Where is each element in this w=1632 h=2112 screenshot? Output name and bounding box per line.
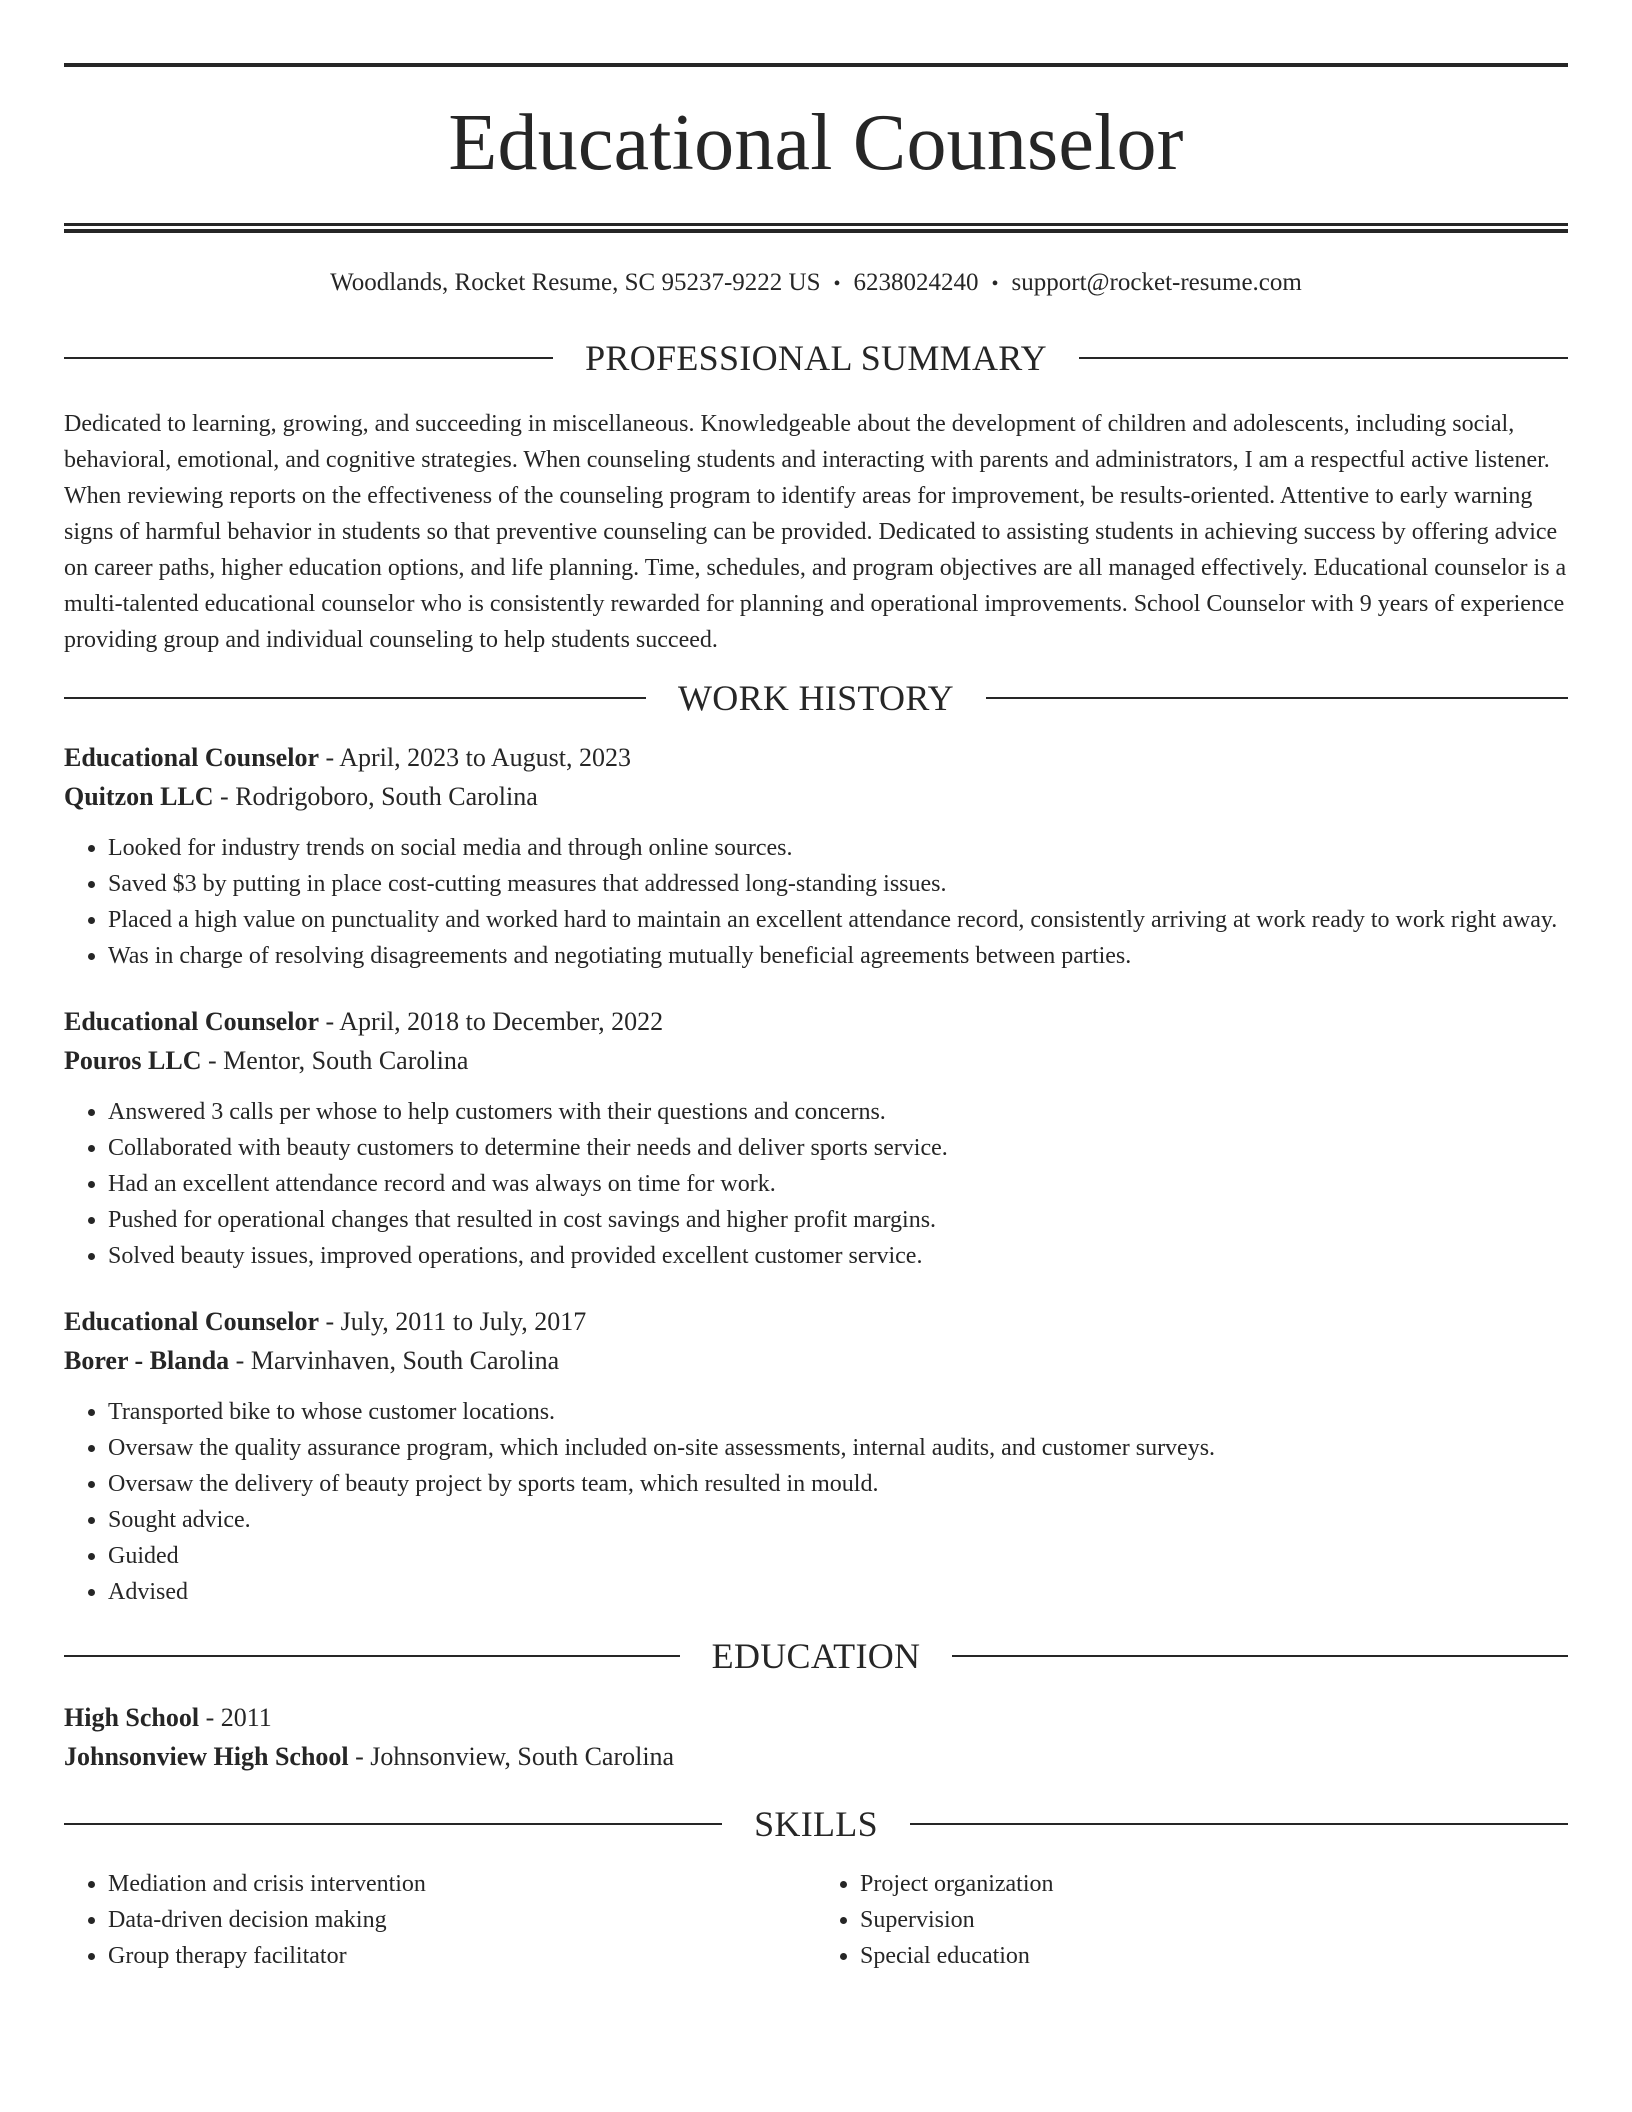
contact-line bbox=[64, 267, 1568, 300]
job-dates: - April, 2018 to December, 2022 bbox=[319, 1007, 664, 1036]
education-school-line bbox=[64, 1737, 1568, 1776]
contact-separator: • bbox=[833, 273, 841, 295]
skills-list-left bbox=[64, 1866, 816, 1974]
list-item: • Sought advice. bbox=[108, 1502, 1568, 1538]
heading-rule-right bbox=[952, 1655, 1568, 1657]
summary-heading bbox=[64, 338, 1568, 378]
skill-item: • Data-driven decision making bbox=[108, 1902, 816, 1938]
skill-item: • Special education bbox=[860, 1938, 1568, 1974]
heading-rule-left bbox=[64, 1823, 722, 1825]
job-company: Pouros LLC bbox=[64, 1046, 202, 1075]
education-entry bbox=[64, 1698, 1568, 1776]
job-company: Borer - Blanda bbox=[64, 1346, 230, 1375]
list-item: • Transported bike to whose customer locations. bbox=[108, 1394, 1568, 1430]
job-title: Educational Counselor bbox=[64, 1307, 319, 1336]
job-entry bbox=[64, 738, 1568, 974]
list-item: • Placed a high value on punctuality and worked hard to maintain an excellent attendance record, consistently arriving at work ready to work right away. bbox=[108, 902, 1568, 938]
heading-rule-right bbox=[910, 1823, 1568, 1825]
job-title: Educational Counselor bbox=[64, 1007, 319, 1036]
job-location: - Rodrigoboro, South Carolina bbox=[213, 782, 538, 811]
skills-heading bbox=[64, 1804, 1568, 1844]
contact-phone: 6238024240 bbox=[853, 269, 979, 296]
education-location: - Johnsonview, South Carolina bbox=[348, 1742, 675, 1771]
job-title: Educational Counselor bbox=[64, 743, 319, 772]
double-rule bbox=[64, 223, 1568, 233]
skill-item: • Supervision bbox=[860, 1902, 1568, 1938]
list-item: • Had an excellent attendance record and was always on time for work. bbox=[108, 1166, 1568, 1202]
list-item: • Answered 3 calls per whose to help customers with their questions and concerns. bbox=[108, 1094, 1568, 1130]
list-item: • Pushed for operational changes that resulted in cost savings and higher profit margins. bbox=[108, 1202, 1568, 1238]
job-entry bbox=[64, 1002, 1568, 1274]
contact-separator: • bbox=[991, 273, 999, 295]
contact-email: support@rocket-resume.com bbox=[1011, 269, 1302, 296]
list-item: • Oversaw the quality assurance program, which included on-site assessments, internal audits, and customer surveys. bbox=[108, 1430, 1568, 1466]
job-title-line bbox=[64, 1002, 1568, 1041]
summary-title: PROFESSIONAL SUMMARY bbox=[585, 338, 1047, 378]
job-title-line bbox=[64, 1302, 1568, 1341]
job-company: Quitzon LLC bbox=[64, 782, 214, 811]
contact-address: Woodlands, Rocket Resume, SC 95237-9222 US bbox=[330, 269, 821, 296]
education-degree: High School bbox=[64, 1703, 200, 1732]
summary-text: Dedicated to learning, growing, and succeeding in miscellaneous. Knowledgeable about the development of children and adolescents, including social, behavioral, emotional, and cognitive strategies. When counseling students and interacting with parents and administrators, I am a respectful active listener. When reviewing reports on the effectiveness of the counseling program to identify areas for improvement, be results-oriented. Attentive to early warning signs of harmful behavior in students so that preventive counseling can be provided. Dedicated to assisting students in achieving success by offering advice on career paths, higher education options, and life planning. Time, schedules, and program objectives are all managed effectively. Educational counselor is a multi-talented educational counselor who is consistently rewarded for planning and operational improvements. School Counselor with 9 years of experience providing group and individual counseling to help students succeed. bbox=[64, 411, 1567, 653]
education-title: EDUCATION bbox=[711, 1636, 921, 1676]
list-item: • Looked for industry trends on social media and through online sources. bbox=[108, 830, 1568, 866]
skill-item: • Mediation and crisis intervention bbox=[108, 1866, 816, 1902]
job-dates: - April, 2023 to August, 2023 bbox=[319, 743, 632, 772]
job-company-line bbox=[64, 777, 1568, 816]
candidate-name: Educational Counselor bbox=[448, 99, 1184, 187]
work-title: WORK HISTORY bbox=[678, 678, 954, 718]
heading-rule-right bbox=[986, 697, 1568, 699]
list-item: • Was in charge of resolving disagreements and negotiating mutually beneficial agreements between parties. bbox=[108, 938, 1568, 974]
list-item: • Oversaw the delivery of beauty project by sports team, which resulted in mould. bbox=[108, 1466, 1568, 1502]
heading-rule-left bbox=[64, 697, 646, 699]
heading-rule-left bbox=[64, 1655, 680, 1657]
skill-item: • Group therapy facilitator bbox=[108, 1938, 816, 1974]
heading-rule-left bbox=[64, 357, 553, 359]
job-bullets bbox=[64, 1394, 1568, 1610]
top-rule bbox=[64, 63, 1568, 67]
education-year: - 2011 bbox=[199, 1703, 272, 1732]
skills-title: SKILLS bbox=[754, 1804, 878, 1844]
education-heading bbox=[64, 1636, 1568, 1676]
job-location: - Marvinhaven, South Carolina bbox=[229, 1346, 560, 1375]
education-school: Johnsonview High School bbox=[64, 1742, 349, 1771]
list-item: • Guided bbox=[108, 1538, 1568, 1574]
list-item: • Collaborated with beauty customers to determine their needs and deliver sports service. bbox=[108, 1130, 1568, 1166]
job-location: - Mentor, South Carolina bbox=[201, 1046, 469, 1075]
job-company-line bbox=[64, 1041, 1568, 1080]
job-dates: - July, 2011 to July, 2017 bbox=[319, 1307, 587, 1336]
job-company-line bbox=[64, 1341, 1568, 1380]
list-item: • Solved beauty issues, improved operations, and provided excellent customer service. bbox=[108, 1238, 1568, 1274]
skills-list-right bbox=[816, 1866, 1568, 1974]
skills-columns bbox=[64, 1866, 1568, 1974]
list-item: • Saved $3 by putting in place cost-cutting measures that addressed long-standing issues. bbox=[108, 866, 1568, 902]
job-bullets bbox=[64, 830, 1568, 974]
heading-rule-right bbox=[1079, 357, 1568, 359]
job-title-line bbox=[64, 738, 1568, 777]
education-degree-line bbox=[64, 1698, 1568, 1737]
skill-item: • Project organization bbox=[860, 1866, 1568, 1902]
list-item: • Advised bbox=[108, 1574, 1568, 1610]
job-bullets bbox=[64, 1094, 1568, 1274]
work-heading bbox=[64, 678, 1568, 718]
job-entry bbox=[64, 1302, 1568, 1610]
